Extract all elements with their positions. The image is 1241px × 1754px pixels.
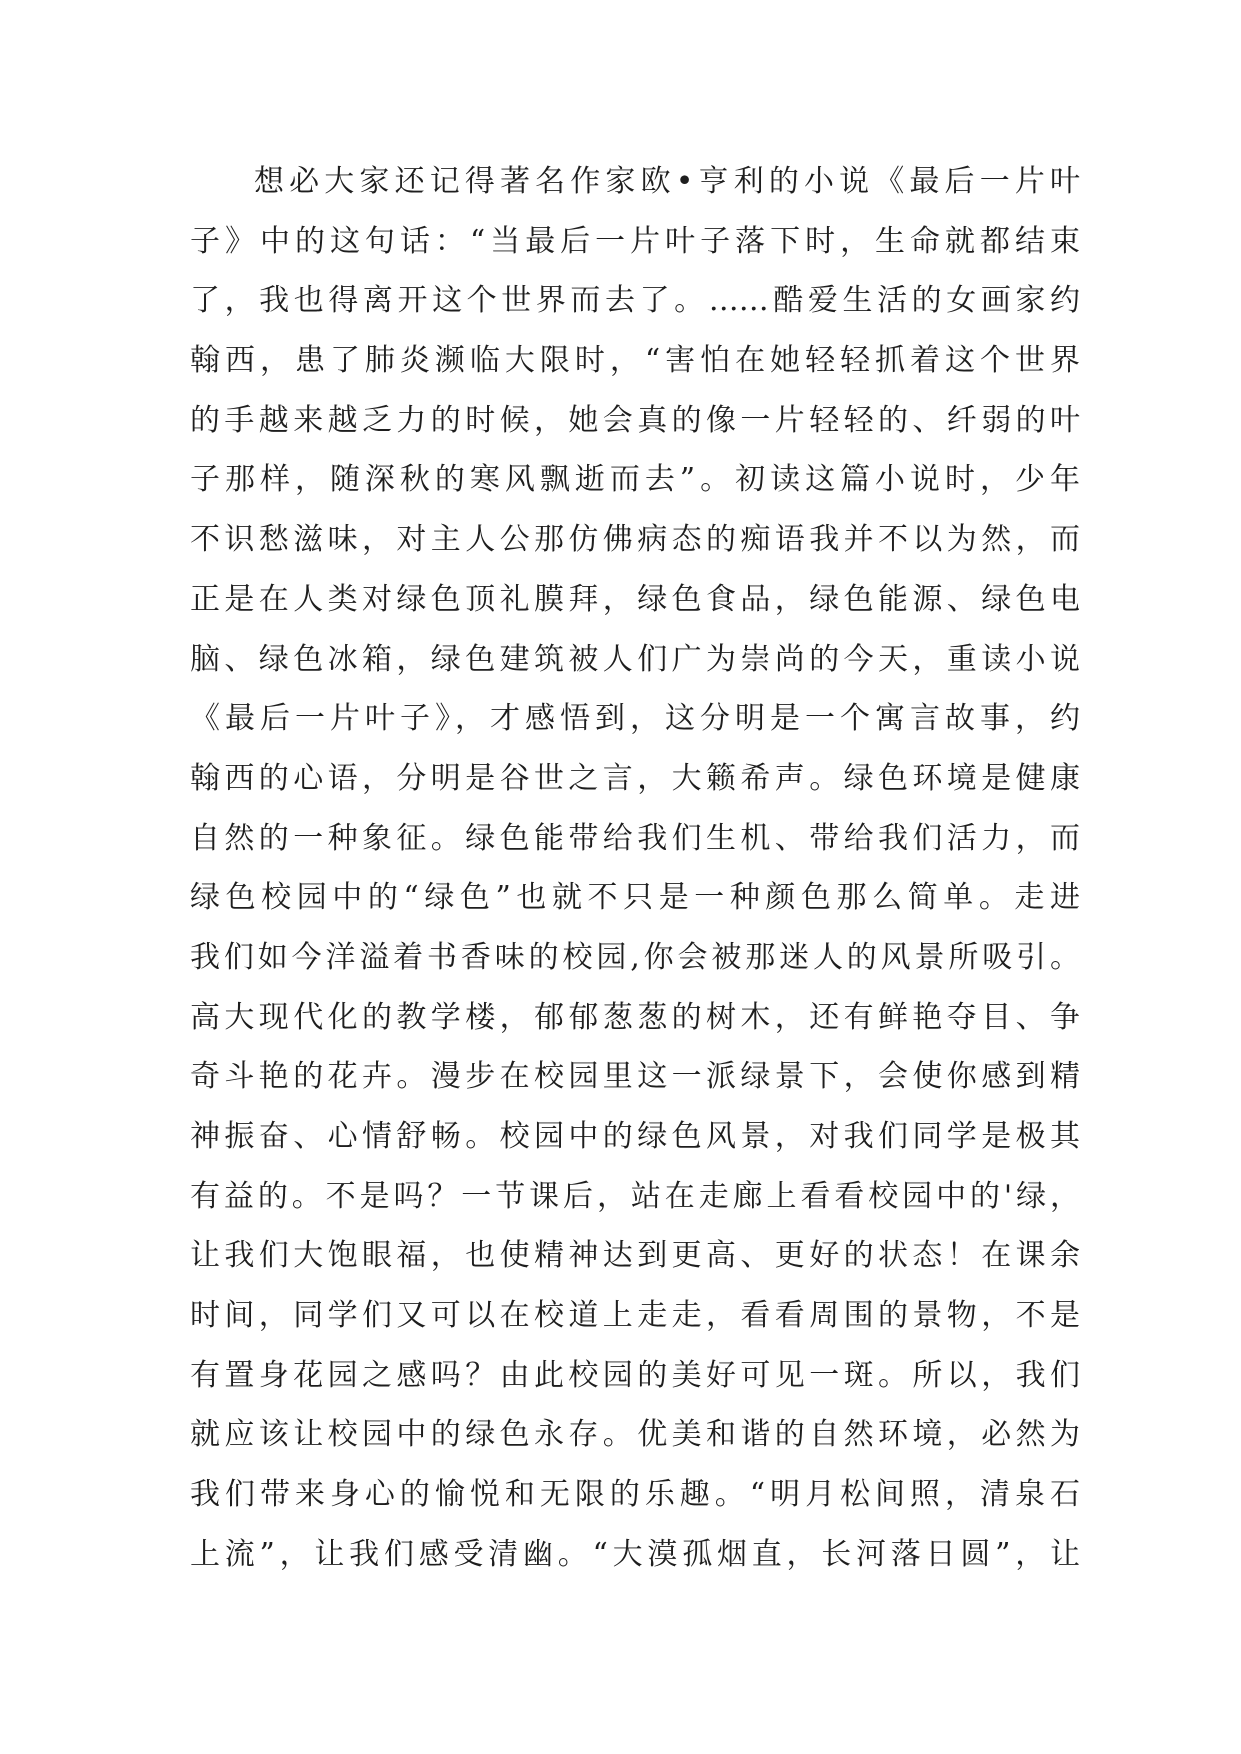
text-line: 有置身花园之感吗？由此校园的美好可见一斑。所以，我们 [190,1357,1080,1393]
text-line: 子》中的这句话：“当最后一片叶子落下时，生命就都结束 [190,223,1080,259]
text-line: 奇斗艳的花卉。漫步在校园里这一派绿景下，会使你感到精 [190,1059,1080,1095]
text-line: 自然的一种象征。绿色能带给我们生机、带给我们活力，而 [190,820,1080,856]
text-line: 我们如今洋溢着书香味的校园,你会被那迷人的风景所吸引。 [190,939,1080,975]
text-line: 脑、绿色冰箱，绿色建筑被人们广为崇尚的今天，重读小说 [190,641,1080,677]
text-line: 绿色校园中的“绿色”也就不只是一种颜色那么简单。走进 [190,880,1080,916]
text-line: 神振奋、心情舒畅。校园中的绿色风景，对我们同学是极其 [190,1119,1080,1154]
text-line: 让我们大饱眼福，也使精神达到更高、更好的状态！在课余 [190,1238,1080,1274]
text-line: 子那样，随深秋的寒风飘逝而去”。初读这篇小说时，少年 [190,462,1080,498]
text-line: 就应该让校园中的绿色永存。优美和谐的自然环境，必然为 [190,1417,1080,1453]
text-line: 了，我也得离开这个世界而去了。……酷爱生活的女画家约 [190,283,1080,319]
text-line: 《最后一片叶子》，才感悟到，这分明是一个寓言故事，约 [190,701,1080,737]
text-line: 我们带来身心的愉悦和无限的乐趣。“明月松间照，清泉石 [190,1477,1080,1513]
text-line: 高大现代化的教学楼，郁郁葱葱的树木，还有鲜艳夺目、争 [190,999,1080,1035]
text-line: 翰西，患了肺炎濒临大限时，“害怕在她轻轻抓着这个世界 [190,343,1080,379]
text-line: 翰西的心语，分明是谷世之言，大籁希声。绿色环境是健康 [190,760,1080,796]
text-line: 不识愁滋味，对主人公那仿佛病态的痴语我并不以为然，而 [190,522,1080,558]
text-line: 时间，同学们又可以在校道上走走，看看周围的景物，不是 [190,1298,1080,1334]
text-line: 想必大家还记得著名作家欧•亨利的小说《最后一片叶 [254,164,1080,199]
text-line: 上流”，让我们感受清幽。“大漠孤烟直，长河落日圆”，让 [190,1536,1080,1572]
essay-paragraph [190,159,1080,1592]
text-line: 正是在人类对绿色顶礼膜拜，绿色食品，绿色能源、绿色电 [190,581,1080,617]
text-line: 的手越来越乏力的时候，她会真的像一片轻轻的、纤弱的叶 [190,402,1080,438]
text-line: 有益的。不是吗？一节课后，站在走廊上看看校园中的'绿， [190,1178,1080,1214]
